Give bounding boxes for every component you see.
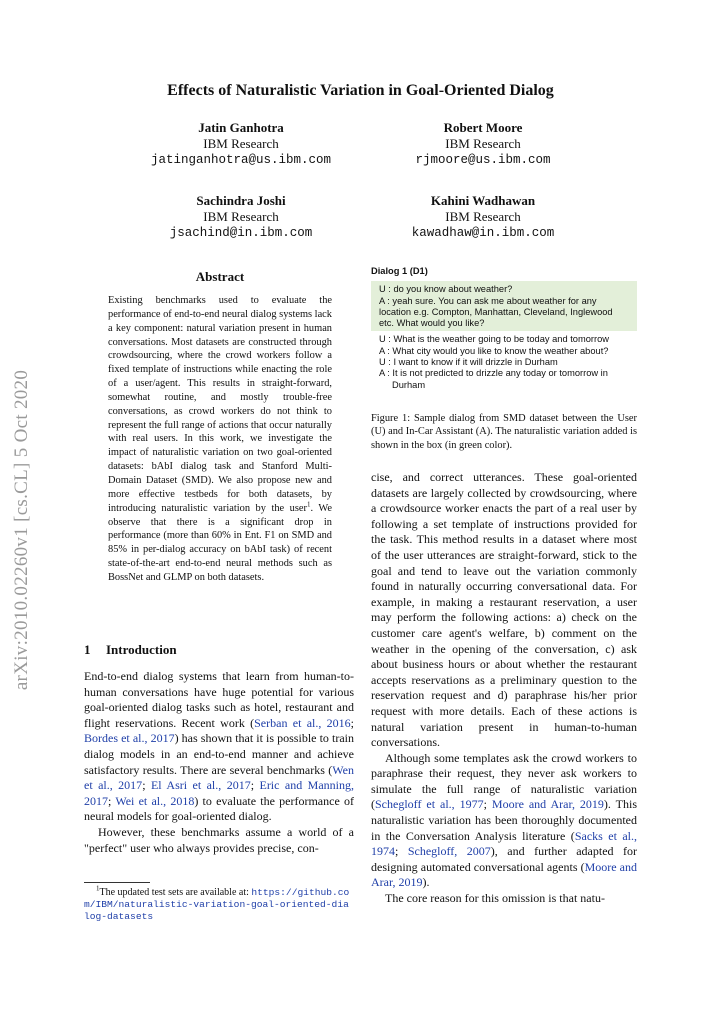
author-name: Robert Moore xyxy=(443,120,523,135)
right-paragraph-3: The core reason for this omission is that natu- xyxy=(385,891,605,906)
author-affiliation: IBM Research xyxy=(445,136,521,151)
author-name: Jatin Ganhotra xyxy=(198,120,284,135)
right-paragraph-1: cise, and correct utterances. These goal-oriented datasets are largely collected by crowdsourcing, where a crowdsource worker enacts the part of a real user by following a set template of instructions provided for the task. This method results in a dataset where most of the user utterances are straight-forward, stick to the goal and tend to leave out the variation commonly found in naturally occurring conversational data. For example, in making a restaurant reservation, a user may perform the following actions: a) check on the customer care agent's welfare, b) comment on the weather in the opening of the conversation, c) ask about business hours or about whether the restaurant accepts reservations as a preliminary question to the reservation request and d) paraphrase his/her prior request with more details. Each of these actions is natural variation present in human-to-human conversations. xyxy=(371,470,637,750)
paper-title: Effects of Naturalistic Variation in Goal-Oriented Dialog xyxy=(167,82,554,99)
intro-left-column xyxy=(84,669,354,856)
figure-1-dialog xyxy=(371,266,637,391)
citation-link[interactable]: Sacks et al., 1974 xyxy=(371,828,637,859)
section-heading-introduction xyxy=(84,642,354,658)
author-block-1 xyxy=(116,119,366,169)
author-name: Sachindra Joshi xyxy=(196,193,286,208)
author-block-3 xyxy=(116,192,366,242)
citation-link[interactable]: Serban et al., 2016 xyxy=(254,715,351,730)
author-email: rjmoore@us.ibm.com xyxy=(415,153,551,167)
right-paragraph-2: Although some templates ask the crowd workers to paraphrase their request, they never ask workers to simulate the full range of naturalistic variation (Schegloff et al., 1977; Moore and Arar, 2019). This naturalistic variation has been thoroughly documented in the Conversation Analysis literature (Sacks et al., 1974; Schegloff, 2007), and further adapted for designing automated conversational agents (Moore and Arar, 2019). xyxy=(371,750,637,890)
dialog-turn: A : yeah sure. You can ask me about weather for any location e.g. Compton, Manhattan, Cleveland, Inglewood etc. What would you like? xyxy=(379,295,613,329)
author-affiliation: IBM Research xyxy=(203,209,279,224)
dialog-turn: U : I want to know if it will drizzle in Durham xyxy=(379,357,558,368)
arxiv-sidebar-stamp xyxy=(2,330,42,730)
section-title: Introduction xyxy=(106,642,177,657)
arxiv-id-text: arXiv:2010.02260v1 [cs.CL] 5 Oct 2020 xyxy=(11,369,32,691)
citation-link[interactable]: El Asri et al., 2017 xyxy=(150,778,251,793)
section-number: 1 xyxy=(84,642,91,657)
citation-link[interactable]: Bordes et al., 2017 xyxy=(84,731,175,746)
author-affiliation: IBM Research xyxy=(445,209,521,224)
dialog-turn: A : What city would you like to know the weather about? xyxy=(379,345,609,356)
citation-link[interactable]: Wei et al., 2018 xyxy=(115,793,195,808)
dialog-turn: A : It is not predicted to drizzle any today or tomorrow in xyxy=(379,368,608,379)
citation-link[interactable]: Eric and Manning, 2017 xyxy=(84,778,354,808)
dialog-turn: U : What is the weather going to be today and tomorrow xyxy=(379,334,609,345)
citation-link[interactable]: Wen et al., 2017 xyxy=(84,762,354,793)
dialog-title: Dialog 1 (D1) xyxy=(371,266,428,276)
citation-link[interactable]: Schegloff et al., 1977 xyxy=(375,797,484,812)
right-column-text xyxy=(371,470,637,907)
footnote-divider xyxy=(84,882,150,883)
footnote: $^1$The updated test sets are available at: https://github.com/IBM/naturalistic-variation-goal-oriented-dialog-datasets xyxy=(84,884,350,923)
author-block-2 xyxy=(358,119,608,169)
citation-link[interactable]: Moore and Arar, 2019 xyxy=(371,859,637,890)
abstract-body: Existing benchmarks used to evaluate the performance of end-to-end neural dialog systems lack a key component: natural variation present in human conversations. Most datasets are constructed through crowdsourcing, where the crowd workers follow a fixed template of instructions while enacting the role of a user/agent. This results in straight-forward, somewhat routine, and mostly trouble-free conversations, as crowd workers do not think to represent the full range of actions that occur naturally with real users. In this work, we investigate the impact of naturalistic variation on two goal-oriented datasets: bAbI dialog task and Stanford Multi-Domain Dataset (SMD). We also propose new and more effective testbeds for both datasets, by introducing naturalistic variation by the user$^1$. We observe that there is a significant drop in performance (more than 60% in Ent. F1 on SMD and 85% in per-dialog accuracy on bAbI task) of recent state-of-the-art end-to-end neural methods such as BossNet and GLMP on both datasets. xyxy=(108,295,332,583)
footnote-url-link[interactable]: https://github.com/IBM/naturalistic-variation-goal-oriented-dialog-datasets xyxy=(84,887,350,923)
author-block-4 xyxy=(358,192,608,242)
footnote-marker[interactable]: 1 xyxy=(306,500,311,509)
footnote-number: 1 xyxy=(96,884,100,893)
author-email: jsachind@in.ibm.com xyxy=(169,226,313,240)
citation-link[interactable]: Schegloff, 2007 xyxy=(407,844,491,859)
figure-1-caption: Figure 1: Sample dialog from SMD dataset between the User (U) and In-Car Assistant (A). The naturalistic variation added is shown in the box (in green color). xyxy=(371,413,637,451)
author-affiliation: IBM Research xyxy=(203,136,279,151)
naturalistic-variation-highlight xyxy=(371,281,637,331)
author-name: Kahini Wadhawan xyxy=(430,193,536,208)
citation-link[interactable]: Moore and Arar, 2019 xyxy=(491,797,604,812)
intro-paragraph-2: However, these benchmarks assume a world of a "perfect" user who always provides precise, con- xyxy=(84,824,354,855)
author-email: kawadhaw@in.ibm.com xyxy=(411,226,555,240)
dialog-turn: U : do you know about weather? xyxy=(379,284,513,295)
intro-paragraph-1: End-to-end dialog systems that learn from human-to-human conversations have huge potential for various goal-oriented dialog tasks such as hotel, restaurant and flight reservations. Recent work (Serban et al., 2016; Bordes et al., 2017) has shown that it is possible to train dialog models in an end-to-end manner and achieve satisfactory results. There are several benchmarks (Wen et al., 2017; El Asri et al., 2017; Eric and Manning, 2017; Wei et al., 2018) to evaluate the performance of neural models for goal-oriented dialog. xyxy=(84,669,354,824)
dialog-turn-continuation: Durham xyxy=(392,379,426,390)
abstract-heading: Abstract xyxy=(195,269,245,284)
author-email: jatinganhotra@us.ibm.com xyxy=(150,153,332,167)
